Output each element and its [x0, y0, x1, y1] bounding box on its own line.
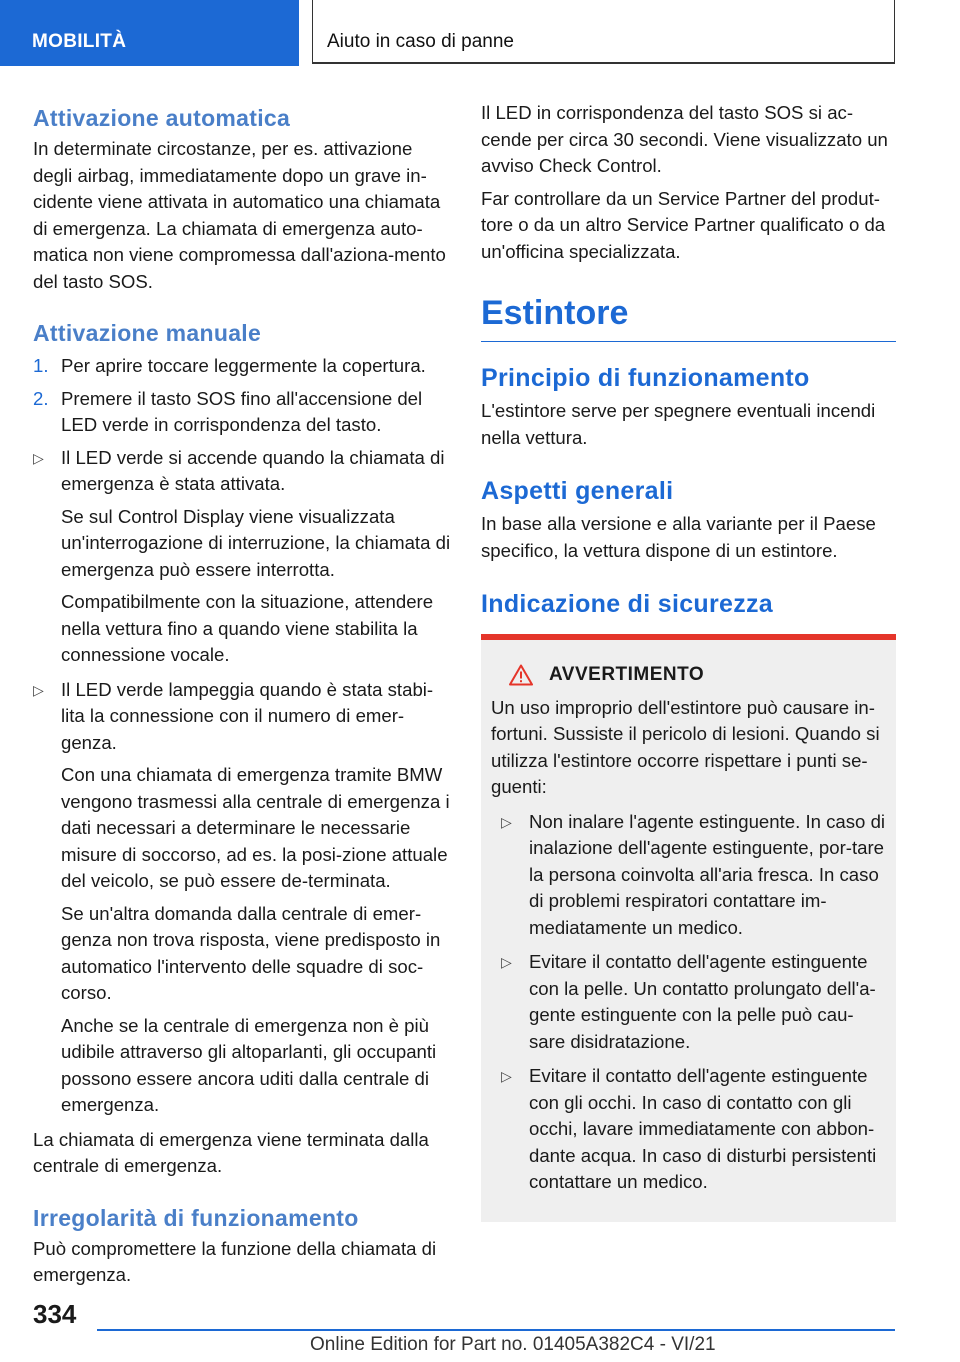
continued-text-1: Il LED in corrispondenza del tasto SOS si ac-cende per circa 30 secondi. Viene visualizzato un avviso Check Control. [481, 102, 888, 176]
list-item [33, 445, 451, 669]
step-number: 1. [33, 355, 49, 376]
manual-bullets-list [33, 445, 451, 1119]
bullet-text: Non inalare l'agente estinguente. In caso di inalazione dell'agente estinguente, por-tare la persona coinvolta all'aria fresca. In caso di problemi respiratori contattare im-mediatamente un medico. [529, 810, 886, 938]
triangle-bullet-icon: ▷ [501, 954, 512, 970]
page-header [0, 0, 960, 66]
right-column [481, 100, 896, 1222]
chapter-title: Estintore [481, 287, 896, 342]
warning-bullets-list [501, 809, 886, 1196]
left-column [33, 100, 451, 1295]
bullet-para: Il LED verde lampeggia quando è stata stabi-lita la connessione con il numero di emer-genza. [61, 678, 434, 753]
heading-auto-activation: Attivazione automatica [33, 105, 291, 131]
step-text: Per aprire toccare leggermente la copertura. [61, 355, 426, 376]
list-item [501, 949, 886, 1055]
warning-label: AVVERTIMENTO [549, 664, 705, 685]
section-tab[interactable]: MOBILITÀ [0, 0, 299, 66]
triangle-bullet-icon: ▷ [501, 813, 512, 830]
manual-end-text: La chiamata di emergenza viene terminata dalla centrale di emergenza. [33, 1128, 429, 1176]
principle-text: L'estintore serve per spegnere eventuali incendi nella vettura. [481, 400, 876, 448]
heading-manual-activation: Attivazione manuale [33, 320, 262, 346]
heading-safety: Indicazione di sicurezza [481, 590, 774, 618]
list-item [33, 677, 451, 1119]
bullet-text: Evitare il contatto dell'agente estinguente con gli occhi. In caso di contatto con gli occhi, lavare immediatamente con abbon-dante acqua. In caso di disturbi persistenti contattare un medico. [529, 1065, 877, 1192]
list-item [501, 809, 886, 942]
chapter-tab[interactable]: Aiuto in caso di panne [312, 0, 895, 64]
heading-principle: Principio di funzionamento [481, 364, 810, 392]
page-number: 334 [33, 1299, 77, 1329]
warning-triangle-icon [509, 664, 533, 686]
list-item [501, 1063, 886, 1196]
footer-edition: Online Edition for Part no. 01405A382C4 - VI/21 [310, 1334, 716, 1355]
general-text: In base alla versione e alla variante per il Paese specifico, la vettura dispone di un estintore. [481, 513, 876, 561]
bullet-para: Anche se la centrale di emergenza non è più udibile attraverso gli altoparlanti, gli occupanti possono essere ancora uditi dalla centrale di emergenza. [61, 1014, 437, 1115]
bullet-para: Con una chiamata di emergenza tramite BMW vengono trasmessi alla centrale di emergenza i dati necessari a determinare le necessarie misure di soccorso, ad es. la posi-zione attuale del veicolo, se può essere de-terminata. [61, 764, 450, 891]
triangle-bullet-icon: ▷ [33, 449, 44, 466]
malfunction-text: Può compromettere la funzione della chiamata di emergenza. [33, 1237, 437, 1285]
warning-text: Un uso improprio dell'estintore può causare in-fortuni. Sussiste il pericolo di lesioni. Quando si utilizza l'estintore occorre rispettare i punti se-guenti: [491, 696, 880, 797]
step-text: Premere il tasto SOS fino all'accensione del LED verde in corrispondenza del tasto. [61, 387, 423, 435]
warning-header [509, 662, 886, 689]
bullet-para: Il LED verde si accende quando la chiamata di emergenza è stata attivata. [61, 446, 445, 494]
list-item [33, 386, 451, 439]
bullet-para: Se sul Control Display viene visualizzata un'interrogazione di interruzione, la chiamata di emergenza può essere interrotta. [61, 505, 451, 580]
list-item [33, 353, 451, 380]
warning-box [481, 634, 896, 1222]
heading-general: Aspetti generali [481, 477, 674, 505]
footer-divider [97, 1329, 895, 1331]
triangle-bullet-icon: ▷ [501, 1068, 512, 1084]
auto-activation-text: In determinate circostanze, per es. attivazione degli airbag, immediatamente dopo un grave in-cidente viene attivata in automatico una chiamata di emergenza. La chiamata di emergenza auto-matica non viene compromessa dall'aziona-mento del tasto SOS. [33, 138, 446, 292]
triangle-bullet-icon: ▷ [33, 681, 44, 698]
bullet-para: Compatibilmente con la situazione, attendere nella vettura fino a quando viene stabilita la connessione vocale. [61, 591, 434, 665]
bullet-para: Se un'altra domanda dalla centrale di emer-genza non trova risposta, viene predisposto in automatico l'intervento delle squadre di soc-corso. [61, 902, 441, 1003]
manual-steps-list [33, 353, 451, 439]
step-number: 2. [33, 387, 49, 409]
bullet-text: Evitare il contatto dell'agente estinguente con la pelle. Un contatto prolungato dell'a-gente estinguente con la pelle può cau-sare disidratazione. [529, 951, 876, 1052]
continued-text-2: Far controllare da un Service Partner del produt-tore o da un altro Service Partner qualificato o da un'officina specializzata. [481, 187, 886, 262]
heading-malfunction: Irregolarità di funzionamento [33, 1204, 359, 1231]
